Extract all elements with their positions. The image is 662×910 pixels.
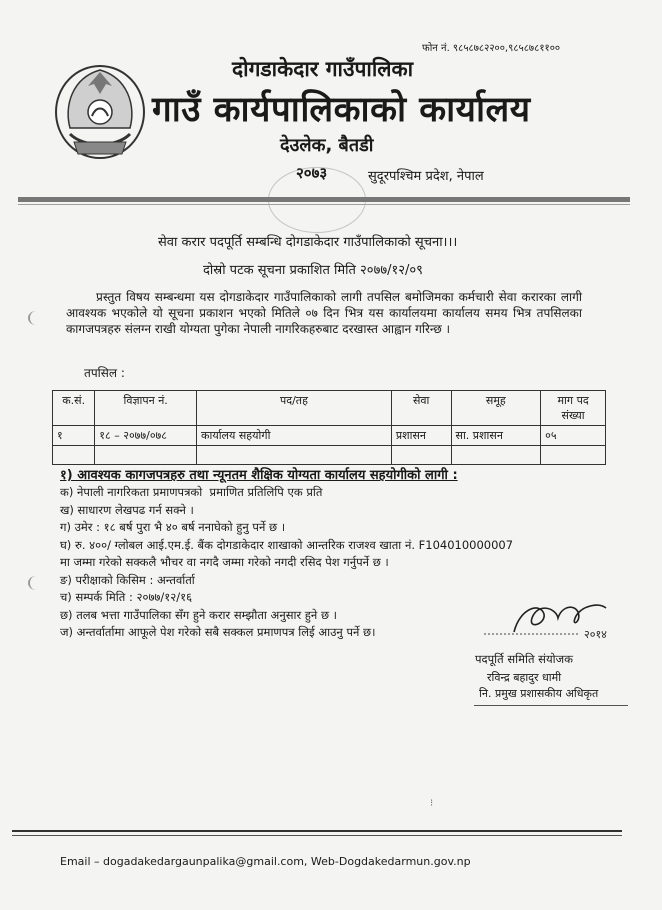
signatory-role: नि. प्रमुख प्रशासकीय अधिकृत xyxy=(479,687,599,700)
signatory-title: पदपूर्ति समिति संयोजक xyxy=(475,652,573,666)
signature-icon xyxy=(480,588,616,648)
table-header: माग पद संख्या xyxy=(541,391,606,426)
list-item: क) नेपाली नागरिकता प्रमाणपत्रको प्रमाणित प्रतिलिपि एक प्रति xyxy=(60,485,323,499)
requirements-heading: १) आवश्यक कागजपत्रहरु तथा न्यूनतम शैक्षिक योग्यता कार्यालय सहयोगीको लागी : xyxy=(60,468,458,483)
list-item: ख) साधारण लेखपढ गर्न सक्ने । xyxy=(60,502,194,517)
list-item: छ) तलब भत्ता गाउँपालिका सँग हुने करार सम्झौता अनुसार हुने छ । xyxy=(60,607,338,622)
scan-mark: ⁝ xyxy=(430,798,434,809)
municipality-name: दोगडाकेदार गाउँपालिका xyxy=(232,57,414,81)
notice-publish-date: दोस्रो पटक सूचना प्रकाशित मिति २०७७/१२/०९ xyxy=(203,263,423,278)
table-cell: ०५ xyxy=(541,426,606,446)
signature-date: २०१४ xyxy=(584,628,607,641)
table-cell: १ xyxy=(53,426,95,446)
table-row-empty xyxy=(53,446,606,465)
office-location: देउलेक, बैतडी xyxy=(280,135,374,156)
table-header: समूह xyxy=(451,391,541,426)
footer-divider-thin xyxy=(12,835,622,836)
footer-contact: Email – dogadakedargaunpalika@gmail.com, Web-Dogdakedarmun.gov.np xyxy=(60,855,471,868)
list-item: मा जम्मा गरेको सक्कलै भौचर वा नगदै जम्मा गरेको नगदी रसिद पेश गर्नुपर्ने छ । xyxy=(60,555,389,569)
phone-number: फोन नं. ९८५८७८२२००,९८५८७८११०० xyxy=(422,43,561,54)
footer-divider xyxy=(12,830,622,832)
table-row xyxy=(53,426,606,446)
list-item: घ) रु. ४००/ ग्लोबल आई.एम.ई. बैंक दोगडाकेदार शाखाको आन्तरिक राजश्व खाता नं. F104010000007 xyxy=(60,537,514,552)
table-header: विज्ञापन नं. xyxy=(95,391,197,426)
list-item: ङ) परीक्षाको किसिम : अन्तर्वार्ता xyxy=(60,572,195,587)
vacancy-table xyxy=(52,390,606,465)
notice-intro: प्रस्तुत विषय सम्बन्धमा यस दोगडाकेदार गाउँपालिकाको लागी तपसिल बमोजिमका कर्मचारी सेवा करारका लागी आवश्यक भएकोले यो सूचना प्रकाशन भएको मितिले ०७ दिन भित्र यस कार्यालयमा कार्यालय समय भित्र तपसिलका कागजपत्रहरु संलग्न राखी योग्यता पुगेका नेपाली नागरिकहरुबाट दरखास्त आह्वान गरिन्छ । xyxy=(66,290,582,336)
header-divider-thin xyxy=(18,204,630,205)
notice-title: सेवा करार पदपूर्ति सम्बन्धि दोगडाकेदार गाउँपालिकाको सूचना।।। xyxy=(158,235,458,250)
nepal-emblem-icon xyxy=(48,56,152,164)
signature-underline xyxy=(474,705,628,706)
table-header: क.सं. xyxy=(53,391,95,426)
list-item: ग) उमेर : १८ बर्ष पुरा भै ४० बर्ष ननाघेको हुनु पर्ने छ । xyxy=(60,520,286,534)
punch-hole xyxy=(28,576,44,590)
office-name: गाउँ कार्यपालिकाको कार्यालय xyxy=(152,90,531,130)
table-header: सेवा xyxy=(391,391,451,426)
punch-hole xyxy=(28,311,44,325)
province-name: सुदूरपश्चिम प्रदेश, नेपाल xyxy=(368,169,484,184)
header-divider xyxy=(18,197,630,202)
table-cell: प्रशासन xyxy=(391,426,451,446)
table-header-row xyxy=(53,391,606,426)
table-header: पद/तह xyxy=(197,391,392,426)
details-label: तपसिल : xyxy=(84,366,125,380)
table-cell: कार्यालय सहयोगी xyxy=(197,426,392,446)
signatory-name: रविन्द्र बहादुर धामी xyxy=(487,671,562,684)
list-item: च) सम्पर्क मिति : २०७७/१२/१६ xyxy=(60,590,193,604)
list-item: ज) अन्तर्वार्तामा आफूले पेश गरेको सबै सक्कल प्रमाणपत्र लिई आउनु पर्ने छ। xyxy=(60,625,376,639)
established-year: २०७३ xyxy=(296,164,328,182)
table-cell: १८ – २०७७/०७८ xyxy=(95,426,197,446)
table-cell: सा. प्रशासन xyxy=(451,426,541,446)
